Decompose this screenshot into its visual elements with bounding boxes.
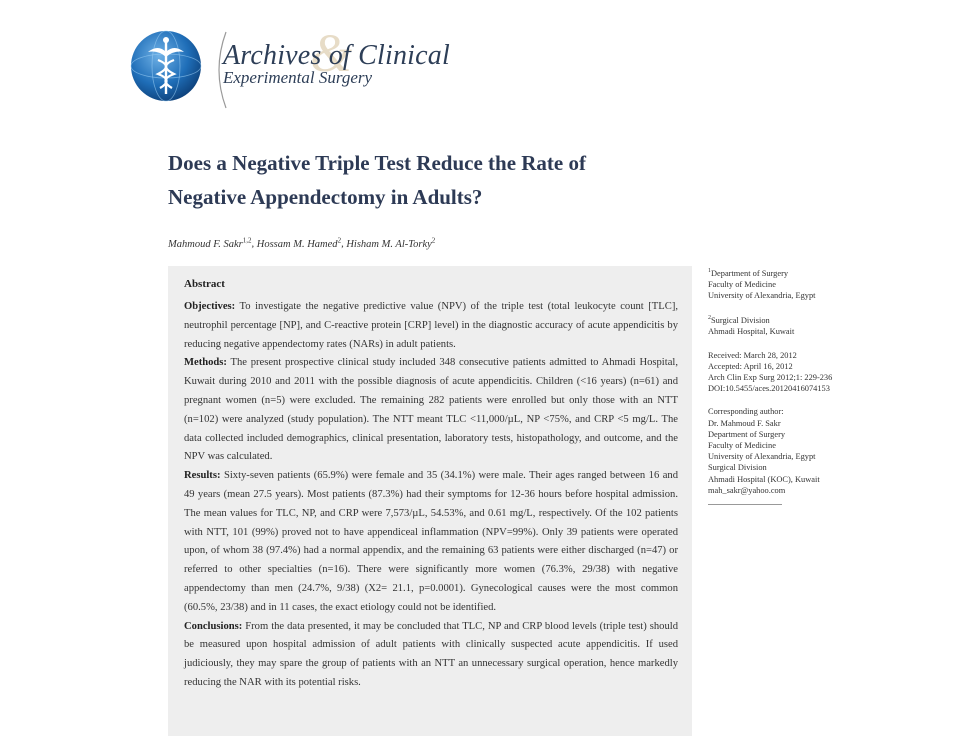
abstract-objectives: Objectives: To investigate the negative predictive value (NPV) of the triple test (total leukocyte count [TLC], neutrophil percentage [NP], and C-reactive protein [CRP] level) in the diagnostic accuracy of acute appendicitis by reducing negative appendectomy rates (NARs) in adult patients. (184, 301, 678, 350)
abstract-heading: Abstract (184, 278, 225, 290)
logo-ampersand: & (310, 23, 353, 83)
corresponding-author: Corresponding author: Dr. Mahmoud F. Sakr Department of Surgery Faculty of Medicine University of Alexandria, Egypt Surgical Division Ahmadi Hospital (KOC), Kuwait mah_sakr@yahoo.com (708, 406, 878, 505)
affiliation-2: $^2$Surgical Division Ahmadi Hospital, Kuwait (708, 315, 795, 337)
sidebar-rule (708, 504, 782, 505)
author: Hisham M. Al-Torky$^2$ (346, 236, 436, 250)
abstract-box (168, 266, 692, 736)
article-sidebar (708, 266, 878, 517)
affiliation-1: $^1$Department of Surgery Faculty of Medicine University of Alexandria, Egypt (708, 268, 816, 301)
abstract-conclusions: Conclusions: From the data presented, it may be concluded that TLC, NP and CRP blood levels (triple test) should be measured upon hospital admission of adult patients with clinically suspected acute appendicitis. If used judiciously, they may spare the group of patients with an NTT an unnecessary surgical operation, hence markedly reducing the NAR with its potential risks. (184, 620, 678, 688)
journal-subtitle: Experimental Surgery (223, 68, 373, 87)
author-list: Mahmoud F. Sakr$^{1,2}$, Hossam M. Hamed$^2$, Hisham M. Al-Torky$^2$ (168, 236, 436, 250)
journal-name: Archives of Clinical (223, 40, 450, 71)
author: Mahmoud F. Sakr$^{1,2}$ (168, 236, 252, 250)
publication-dates: Received: March 28, 2012 Accepted: April 16, 2012 Arch Clin Exp Surg 2012;1: 229-236 DOI:10.5455/aces.20120416074153 (708, 350, 833, 394)
author: Hossam M. Hamed$^2$ (256, 236, 342, 250)
journal-logo (130, 23, 460, 105)
author-email[interactable]: mah_sakr@yahoo.com (708, 485, 786, 495)
article-title: Does a Negative Triple Test Reduce the Rate of Negative Appendectomy in Adults? (168, 151, 586, 209)
caduceus-globe-icon (130, 30, 202, 102)
abstract-methods: Methods: The present prospective clinical study included 348 consecutive patients admitted to Ahmadi Hospital, Kuwait during 2010 and 2011 with the possible diagnosis of acute appendicitis. Children (<16 years) (n=61) and pregnant women (n=5) were excluded. The remaining 282 patients were enrolled but only those with an NTT (n=102) were analyzed (study population). The NTT meant TLC <11,000/µL, NP <75%, and CRP <5 mg/L. The data collected included demographics, clinical presentation, laboratory tests, histopathology, and outcome, and the NPV was calculated. (184, 357, 678, 463)
abstract-results: Results: Sixty-seven patients (65.9%) were female and 35 (34.1%) were male. Their ages ranged between 16 and 49 years (mean 27.5 years). Most patients (87.3%) had their symptoms for 12-36 hours before hospital admission. The mean values for TLC, NP, and CRP were 7,573/µL, 54.53%, and 0.61 mg/L, respectively. Of the 102 patients with NTT, 101 (99%) proved not to have appendiceal inflammation (NPV=99%). Only 39 patients were operated upon, of whom 38 (97.4%) had a normal appendix, and the remaining 63 patients were either discharged (n=47) or referred to other specialties (n=16). There were significantly more women (76.3%, 29/38) with negative appendectomy than men (24.7%, 9/38) (X2= 21.1, p=0.0001). Gynecological causes were the most common (60.5%, 23/38) and in 11 cases, the exact etiology could not be identified. (184, 470, 678, 613)
